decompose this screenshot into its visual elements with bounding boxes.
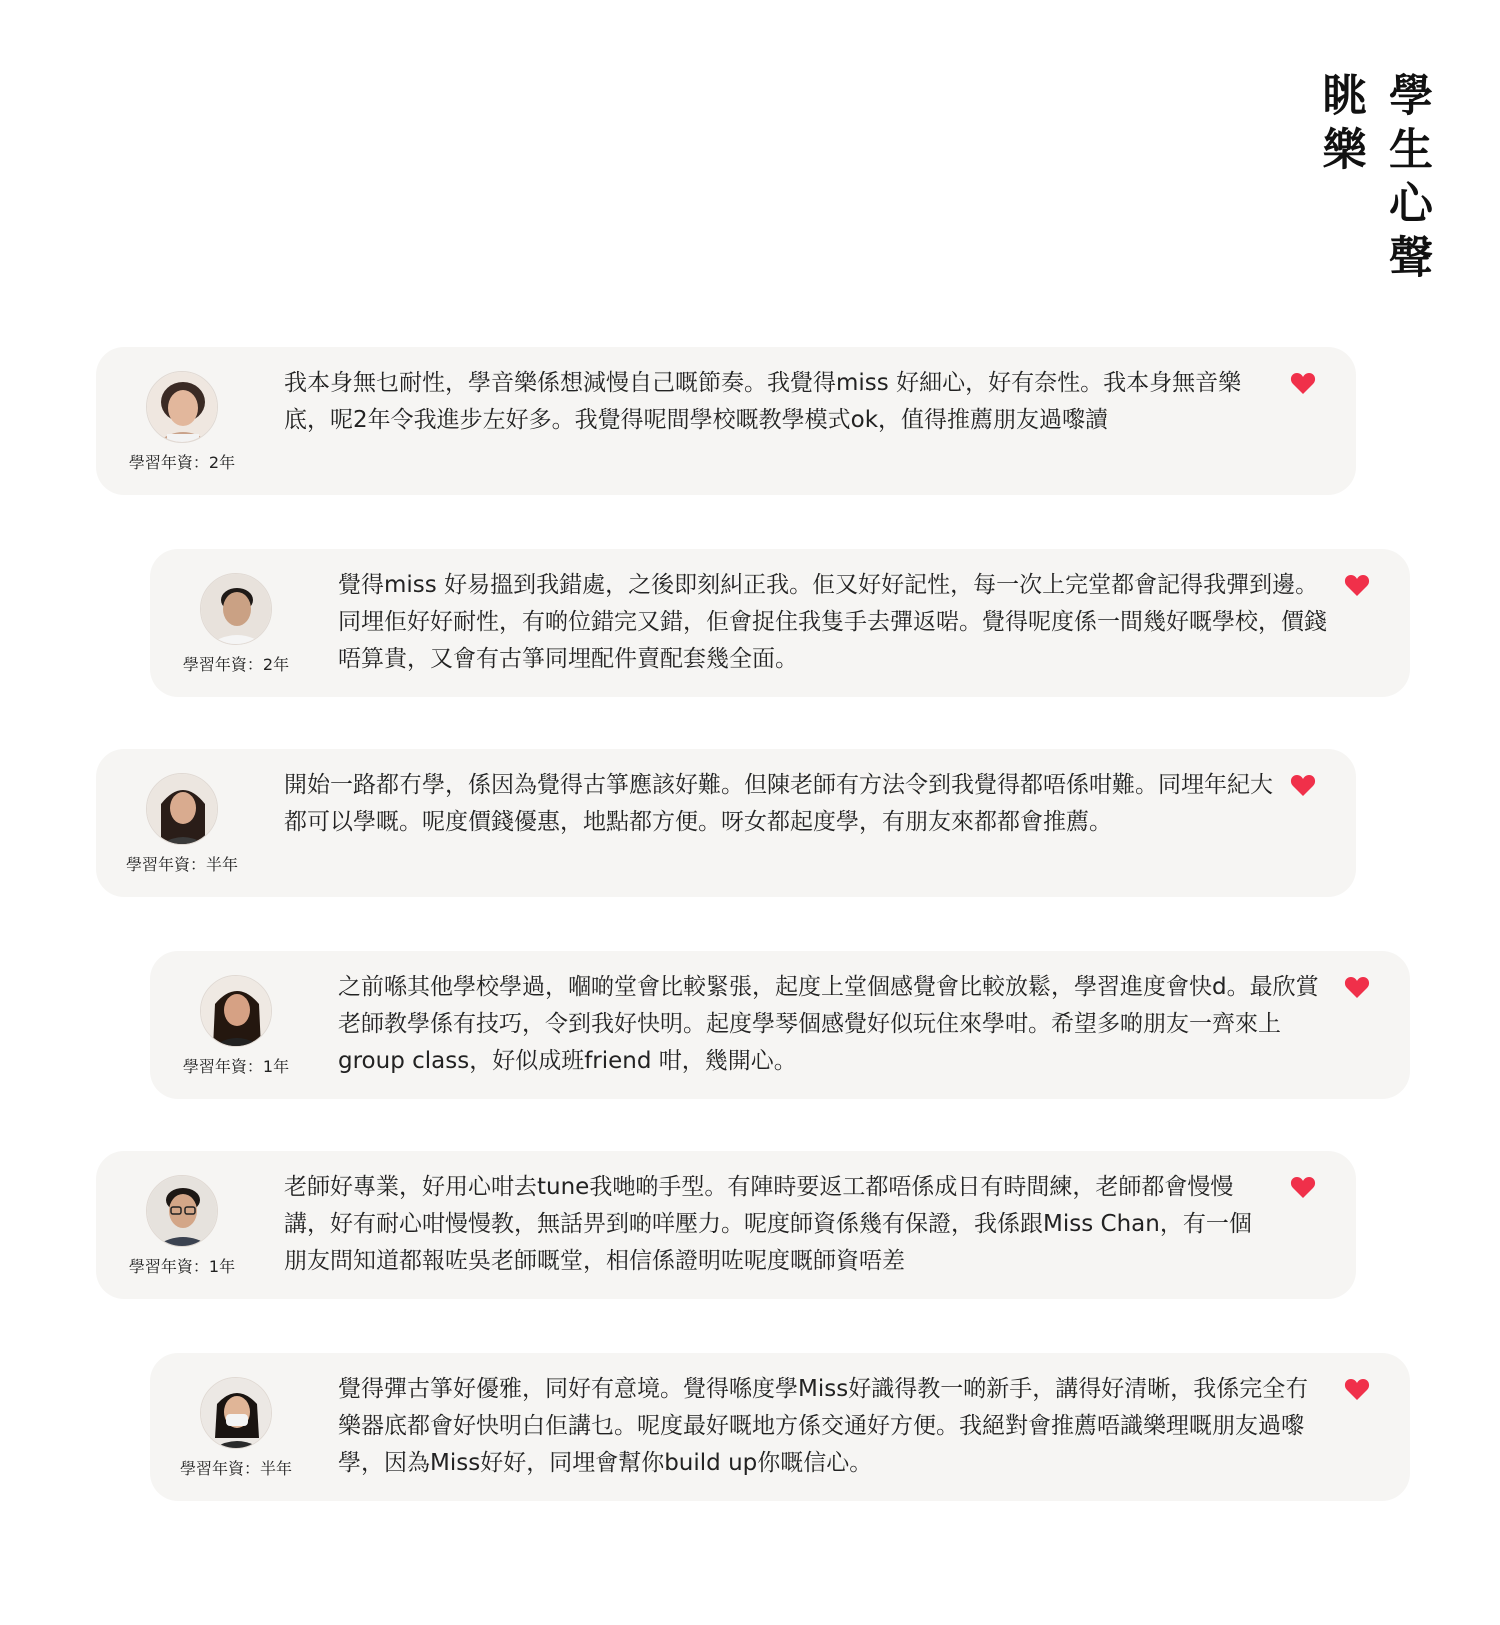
tenure-label: 學習年資：半年: [179, 1459, 292, 1478]
avatar-woman-smiling-icon: [200, 975, 272, 1047]
title-brand: 眺樂: [1314, 72, 1366, 180]
avatar-older-man-icon: [200, 573, 272, 645]
testimonial-card: [96, 749, 1356, 897]
tenure-label: 學習年資：2年: [128, 453, 236, 472]
testimonial-quote: 開始一路都冇學，係因為覺得古箏應該好難。但陳老師有方法令到我覺得都唔係咁難。同埋年紀大都可以學嘅。呢度價錢優惠，地點都方便。呀女都起度學，有朋友來都都會推薦。: [284, 772, 1273, 835]
avatar-woman-long-hair-icon: [146, 773, 218, 845]
testimonial-card: [150, 549, 1410, 697]
tenure-label: 學習年資：1年: [128, 1257, 236, 1276]
avatar-man-glasses-icon: [146, 1175, 218, 1247]
testimonial-card: [96, 347, 1356, 495]
testimonial-card: [96, 1151, 1356, 1299]
testimonial-quote: 老師好專業，好用心咁去tune我哋啲手型。有陣時要返工都唔係成日有時間練，老師都會慢慢講，好有耐心咁慢慢教，無話畀到啲咩壓力。呢度師資係幾有保證，我係跟Miss Chan，有一個朋友問知道都報咗吳老師嘅堂，相信係證明咗呢度嘅師資唔差: [284, 1174, 1252, 1274]
testimonial-card: [150, 951, 1410, 1099]
testimonial-quote: 之前喺其他學校學過，嗰啲堂會比較緊張，起度上堂個感覺會比較放鬆，學習進度會快d。最欣賞老師教學係有技巧，令到我好快明。起度學琴個感覺好似玩住來學咁。希望多啲朋友一齊來上group class，好似成班friend 咁，幾開心。: [338, 974, 1319, 1074]
testimonial-quote: 我本身無乜耐性，學音樂係想減慢自己嘅節奏。我覺得miss 好細心，好有奈性。我本身無音樂底，呢2年令我進步左好多。我覺得呢間學校嘅教學模式ok，值得推薦朋友過嚟讀: [284, 370, 1242, 433]
testimonial-card: [150, 1353, 1410, 1501]
heart-icon[interactable]: [1344, 975, 1370, 999]
heart-icon[interactable]: [1344, 1377, 1370, 1401]
testimonial-quote: 覺得彈古箏好優雅，同好有意境。覺得喺度學Miss好識得教一啲新手，講得好清晰，我係完全冇樂器底都會好快明白佢講乜。呢度最好嘅地方係交通好方便。我絕對會推薦唔識樂理嘅朋友過嚟學，因為Miss好好，同埋會幫你build up你嘅信心。: [338, 1376, 1309, 1476]
tenure-label: 學習年資：2年: [182, 655, 290, 674]
heart-icon[interactable]: [1290, 371, 1316, 395]
tenure-label: 學習年資：半年: [125, 855, 238, 874]
heart-icon[interactable]: [1344, 573, 1370, 597]
heart-icon[interactable]: [1290, 773, 1316, 797]
tenure-label: 學習年資：1年: [182, 1057, 290, 1076]
testimonial-quote: 覺得miss 好易搵到我錯處，之後即刻糾正我。佢又好好記性，每一次上完堂都會記得我彈到邊。同埋佢好好耐性，有啲位錯完又錯，佢會捉住我隻手去彈返啱。覺得呢度係一間幾好嘅學校，價錢唔算貴，又會有古箏同埋配件賣配套幾全面。: [338, 572, 1327, 672]
title-students-voice: 學生心聲: [1381, 72, 1432, 288]
avatar-woman-mask-icon: [200, 1377, 272, 1449]
heart-icon[interactable]: [1290, 1175, 1316, 1199]
avatar-woman-short-hair-icon: [146, 371, 218, 443]
page-title: [1315, 72, 1430, 288]
